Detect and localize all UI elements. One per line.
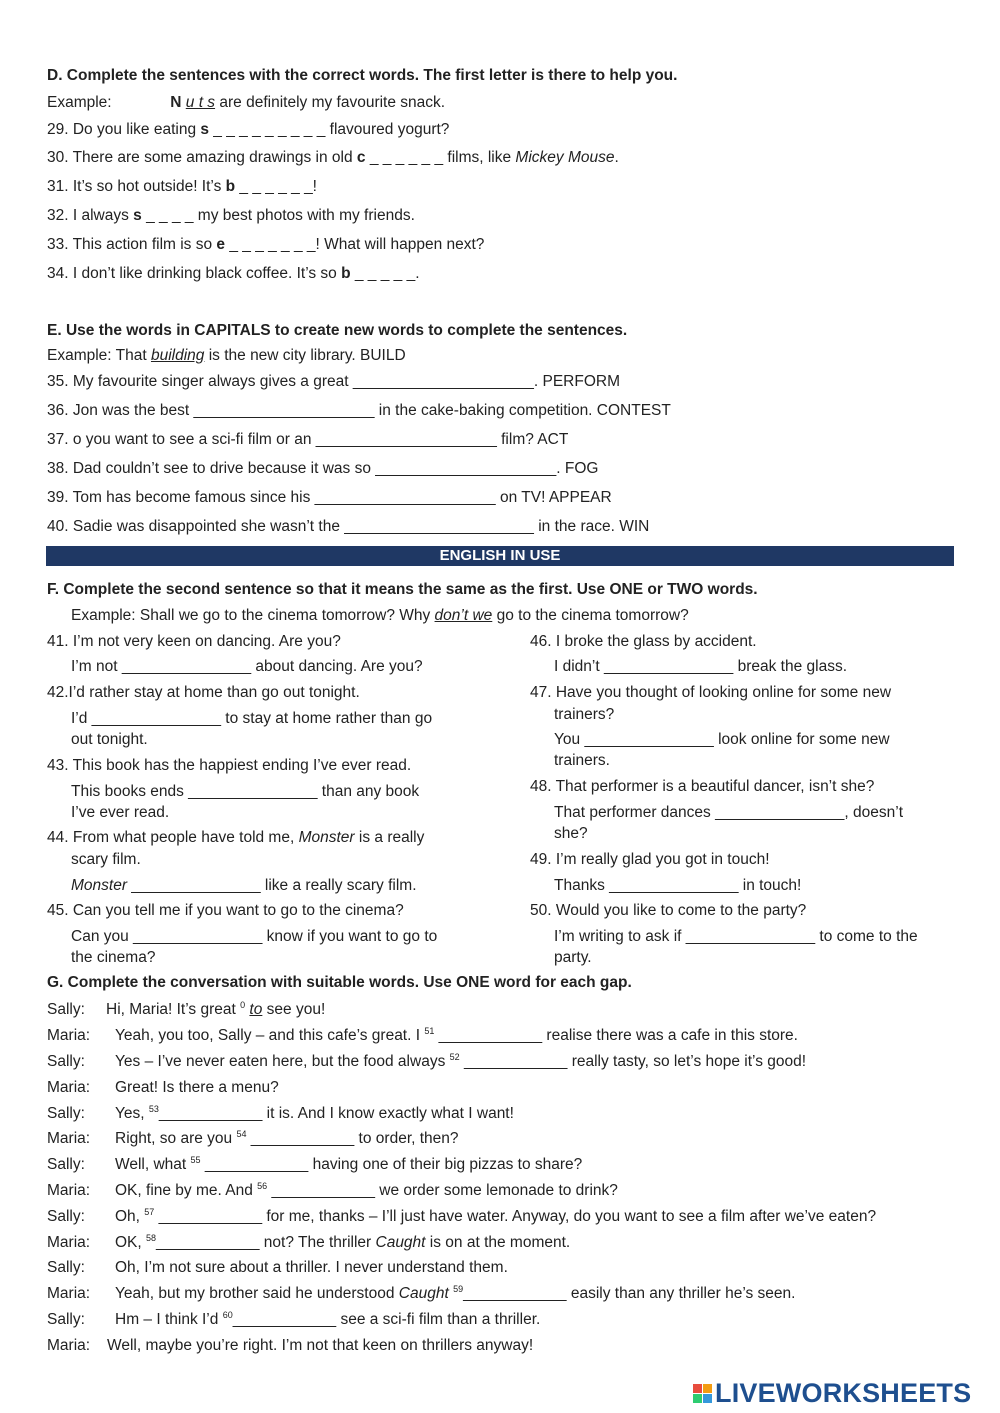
- item-text: 33. This action film is so: [47, 236, 217, 253]
- item-40[interactable]: 40. Sadie was disappointed she wasn’t the ______________________ in the race. WIN: [47, 518, 650, 535]
- item-39[interactable]: 39. Tom has become famous since his _____________________ on TV! APPEAR: [47, 489, 612, 506]
- speaker-name: Sally:: [47, 1053, 85, 1070]
- line-text: Well, what: [115, 1156, 191, 1173]
- dialogue-line-53[interactable]: [47, 1105, 514, 1123]
- item-33[interactable]: [47, 236, 484, 254]
- first-letter: c: [356, 149, 366, 166]
- item-44-prompt: [47, 829, 424, 847]
- item-46-answer[interactable]: I didn’t _______________ break the glass.: [554, 658, 848, 675]
- item-47-answer[interactable]: You _______________ look online for some new: [554, 731, 890, 748]
- dialogue-line-13: [47, 1337, 533, 1355]
- logo-tile: [703, 1384, 712, 1393]
- line-text: is on at the moment.: [425, 1234, 571, 1251]
- speaker-name: Maria:: [47, 1130, 91, 1147]
- italic-title: Caught: [398, 1285, 449, 1302]
- line-text: ____________ to order, then?: [246, 1130, 459, 1147]
- line-text: Hi, Maria! It’s great: [106, 1001, 241, 1018]
- item-31[interactable]: [47, 178, 317, 196]
- example-answer: to: [249, 1001, 263, 1018]
- gap-number: 54: [236, 1129, 247, 1139]
- line-text: Well, maybe you’re right. I’m not that keen on thrillers anyway!: [107, 1337, 534, 1354]
- gap-number: 57: [144, 1207, 155, 1217]
- gap-number: 59: [453, 1284, 464, 1294]
- item-34[interactable]: [47, 265, 420, 283]
- gap-number: 53: [148, 1104, 159, 1114]
- example-answer: don’t we: [434, 607, 493, 624]
- item-text: _ _ _ _ _ _ films, like: [365, 149, 516, 166]
- line-text: ____________ having one of their big pizzas to share?: [200, 1156, 583, 1173]
- dialogue-line-58[interactable]: [47, 1234, 570, 1252]
- first-letter: b: [225, 178, 236, 195]
- line-text: Yes,: [115, 1105, 149, 1122]
- line-text: ____________ easily than any thriller he’s seen.: [463, 1285, 796, 1302]
- speaker-name: Sally:: [47, 1208, 85, 1225]
- prompt-text: 44. From what people have told me,: [47, 829, 299, 846]
- item-38[interactable]: 38. Dad couldn’t see to drive because it was so _____________________. FOG: [47, 460, 599, 477]
- item-36[interactable]: 36. Jon was the best _____________________ in the cake-baking competition. CONTEST: [47, 402, 671, 419]
- line-text: ____________ realise there was a cafe in this store.: [434, 1027, 798, 1044]
- item-42-answer[interactable]: I’d _______________ to stay at home rather than go: [71, 710, 433, 727]
- item-29[interactable]: [47, 121, 449, 139]
- logo-tile: [703, 1394, 712, 1403]
- item-50-answer-cont: party.: [554, 949, 592, 966]
- item-43-prompt: 43. This book has the happiest ending I’ve ever read.: [47, 757, 412, 774]
- line-text: OK,: [115, 1234, 147, 1251]
- item-47-prompt: 47. Have you thought of looking online for some new: [530, 684, 892, 701]
- item-45-prompt: 45. Can you tell me if you want to go to the cinema?: [47, 902, 404, 919]
- item-44-answer[interactable]: [71, 877, 417, 895]
- section-e-heading: E. Use the words in CAPITALS to create new words to complete the sentences.: [47, 322, 628, 339]
- dialogue-line-56[interactable]: [47, 1182, 618, 1200]
- logo-tiles-icon: [693, 1384, 712, 1403]
- gap-number: 0: [240, 1000, 246, 1010]
- example-first-letter: N: [170, 94, 182, 111]
- italic-title: Caught: [375, 1234, 426, 1251]
- item-50-prompt: 50. Would you like to come to the party?: [530, 902, 807, 919]
- first-letter: s: [133, 207, 142, 224]
- section-d-heading: D. Complete the sentences with the correct words. The first letter is there to help you.: [47, 67, 678, 84]
- example-text: is the new city library. BUILD: [204, 347, 406, 364]
- item-text: 30. There are some amazing drawings in old: [47, 149, 357, 166]
- line-text: Yeah, but my brother said he understood: [115, 1285, 399, 1302]
- line-text: Right, so are you: [115, 1130, 237, 1147]
- first-letter: b: [341, 265, 351, 282]
- answer-text: _______________ like a really scary film.: [127, 877, 417, 894]
- dialogue-line-3: [47, 1079, 279, 1097]
- item-49-prompt: 49. I’m really glad you got in touch!: [530, 851, 770, 868]
- line-text: ____________ see a sci-fi film than a thriller.: [232, 1311, 541, 1328]
- line-text: Great! Is there a menu?: [115, 1079, 279, 1096]
- logo-tile: [693, 1384, 702, 1393]
- speaker-name: Maria:: [47, 1027, 91, 1044]
- section-f-heading: F. Complete the second sentence so that it means the same as the first. Use ONE or TWO words.: [47, 581, 758, 598]
- speaker-name: Sally:: [47, 1156, 85, 1173]
- speaker-name: Maria:: [47, 1182, 91, 1199]
- speaker-name: Sally:: [47, 1259, 85, 1276]
- item-text: 32. I always: [47, 207, 134, 224]
- example-rest: are definitely my favourite snack.: [219, 94, 446, 111]
- item-text: _ _ _ _ _ _ _! What will happen next?: [225, 236, 485, 253]
- speaker-name: Maria:: [47, 1285, 91, 1302]
- italic-title: Monster: [71, 877, 127, 894]
- gap-number: 52: [449, 1052, 460, 1062]
- example-answer: building: [150, 347, 205, 364]
- example-text: Example: Shall we go to the cinema tomorrow? Why: [71, 607, 435, 624]
- dialogue-line-51[interactable]: [47, 1027, 798, 1045]
- item-text: 31. It’s so hot outside! It’s: [47, 178, 226, 195]
- speaker-name: Maria:: [47, 1234, 91, 1251]
- section-d-example: [47, 94, 445, 112]
- dialogue-line-57[interactable]: [47, 1208, 876, 1226]
- item-47-answer-cont: trainers.: [554, 752, 610, 769]
- italic-title: Monster: [298, 829, 355, 846]
- item-41-answer[interactable]: I’m not _______________ about dancing. Are you?: [71, 658, 423, 675]
- item-46-prompt: 46. I broke the glass by accident.: [530, 633, 757, 650]
- speaker-name: Maria:: [47, 1079, 91, 1096]
- item-48-answer-cont: she?: [554, 825, 588, 842]
- item-text: _ _ _ _ my best photos with my friends.: [141, 207, 415, 224]
- line-text: OK, fine by me. And: [115, 1182, 258, 1199]
- gap-number: 56: [257, 1181, 268, 1191]
- dialogue-line-54[interactable]: [47, 1130, 459, 1148]
- example-text: Example: That: [47, 347, 151, 364]
- gap-number: 60: [222, 1310, 233, 1320]
- speaker-name: Sally:: [47, 1311, 85, 1328]
- example-text: go to the cinema tomorrow?: [492, 607, 689, 624]
- item-30[interactable]: [47, 149, 619, 167]
- item-45-answer[interactable]: Can you _______________ know if you want to go to: [71, 928, 438, 945]
- item-48-prompt: 48. That performer is a beautiful dancer, isn’t she?: [530, 778, 875, 795]
- item-37[interactable]: 37. o you want to see a sci-fi film or an _____________________ film? ACT: [47, 431, 569, 448]
- example-label: Example:: [47, 94, 112, 111]
- logo-text: LIVEWORKSHEETS: [715, 1377, 972, 1408]
- item-text: .: [614, 149, 619, 166]
- section-g-heading: G. Complete the conversation with suitable words. Use ONE word for each gap.: [47, 974, 632, 991]
- section-f-example: [71, 607, 689, 625]
- item-42-answer-cont: out tonight.: [71, 731, 148, 748]
- item-text: _ _ _ _ _.: [350, 265, 420, 282]
- liveworksheets-logo[interactable]: [693, 1378, 971, 1408]
- line-text: Yes – I’ve never eaten here, but the food always: [115, 1053, 450, 1070]
- section-e-example: [47, 347, 406, 365]
- first-letter: s: [200, 121, 209, 138]
- line-text: Oh,: [115, 1208, 145, 1225]
- item-44-prompt-cont: scary film.: [71, 851, 141, 868]
- line-text: ____________ we order some lemonade to drink?: [267, 1182, 618, 1199]
- item-text: 29. Do you like eating: [47, 121, 201, 138]
- italic-title: Mickey Mouse: [515, 149, 615, 166]
- item-text: _ _ _ _ _ _ _ _ _ flavoured yogurt?: [209, 121, 450, 138]
- dialogue-line-60[interactable]: [47, 1311, 540, 1329]
- dialogue-line-0: [47, 1001, 325, 1019]
- speaker-name: Sally:: [47, 1105, 85, 1122]
- line-text: Hm – I think I’d: [115, 1311, 223, 1328]
- dialogue-line-59[interactable]: [47, 1285, 795, 1303]
- first-letter: e: [216, 236, 226, 253]
- item-48-answer[interactable]: That performer dances _______________, doesn’t: [554, 804, 903, 821]
- item-43-answer-cont: I’ve ever read.: [71, 804, 170, 821]
- english-in-use-banner: ENGLISH IN USE: [46, 546, 954, 566]
- line-text: see you!: [262, 1001, 326, 1018]
- item-45-answer-cont: the cinema?: [71, 949, 156, 966]
- dialogue-line-10: [47, 1259, 508, 1277]
- speaker-name: Sally:: [47, 1001, 85, 1018]
- dialogue-line-52[interactable]: [47, 1053, 806, 1071]
- prompt-text: is a really: [354, 829, 425, 846]
- logo-tile: [693, 1394, 702, 1403]
- gap-number: 51: [424, 1026, 435, 1036]
- item-43-answer[interactable]: This books ends _______________ than any book: [71, 783, 420, 800]
- line-text: ____________ it is. And I know exactly what I want!: [158, 1105, 514, 1122]
- item-42-prompt: 42.I’d rather stay at home than go out tonight.: [47, 684, 360, 701]
- dialogue-line-55[interactable]: [47, 1156, 582, 1174]
- item-text: 34. I don’t like drinking black coffee. It’s so: [47, 265, 342, 282]
- gap-number: 55: [190, 1155, 201, 1165]
- example-answer-letters: u t s: [185, 94, 216, 111]
- line-text: ____________ really tasty, so let’s hope it’s good!: [459, 1053, 807, 1070]
- item-35[interactable]: 35. My favourite singer always gives a great _____________________. PERFORM: [47, 373, 620, 390]
- item-47-prompt-cont: trainers?: [554, 706, 615, 723]
- item-41-prompt: 41. I’m not very keen on dancing. Are you?: [47, 633, 341, 650]
- item-50-answer[interactable]: I’m writing to ask if _______________ to come to the: [554, 928, 918, 945]
- gap-number: 58: [146, 1233, 157, 1243]
- line-text: Oh, I’m not sure about a thriller. I never understand them.: [115, 1259, 508, 1276]
- line-text: ____________ not? The thriller: [156, 1234, 376, 1251]
- item-text: _ _ _ _ _ _!: [235, 178, 317, 195]
- line-text: Yeah, you too, Sally – and this cafe’s great. I: [115, 1027, 425, 1044]
- item-32[interactable]: [47, 207, 415, 225]
- speaker-name: Maria:: [47, 1337, 91, 1354]
- item-49-answer[interactable]: Thanks _______________ in touch!: [554, 877, 802, 894]
- line-text: ____________ for me, thanks – I’ll just have water. Anyway, do you want to see a film after we’ve eaten?: [154, 1208, 877, 1225]
